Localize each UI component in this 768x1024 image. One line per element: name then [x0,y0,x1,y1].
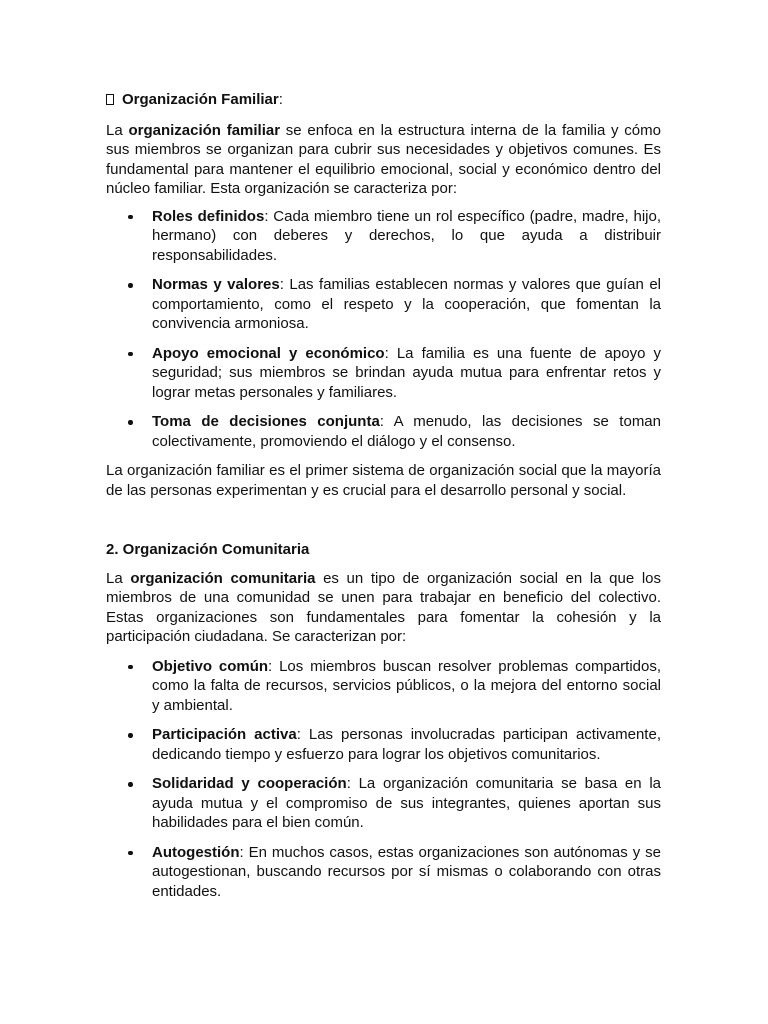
item-text: : En muchos casos, estas organizaciones son autónomas y se autogestionan, buscando recursos por sí mismas o colaborando con otras entidades. [152,843,661,900]
list-item [152,344,661,403]
list-item [152,275,661,334]
section-title: Organización Familiar [122,91,279,108]
item-text: : Las personas involucradas participan activamente, dedicando tiempo y esfuerzo para lograr los objetivos comunitarios. [152,726,661,763]
bullet-icon [128,725,134,745]
list-item [152,207,661,266]
item-term: Participación activa [152,726,297,743]
characteristics-list [106,207,661,452]
missing-glyph-icon [106,94,114,105]
section-heading-familiar [106,90,661,110]
closing-paragraph: La organización familiar es el primer sistema de organización social que la mayoría de las personas experimentan y es crucial para el desarrollo personal y social. [106,462,661,499]
heading-colon: : [278,91,283,108]
bullet-icon [128,207,134,227]
list-item [152,412,661,451]
item-text: : Las familias establecen normas y valores que guían el comportamiento, como el respeto y la cooperación, que fomentan la convivencia armoniosa. [152,276,661,332]
item-term: Roles definidos [152,207,265,225]
item-text: : A menudo, las decisiones se toman colectivamente, promoviendo el diálogo y el consenso. [152,413,661,450]
item-text: : Cada miembro tiene un rol específico (padre, madre, hijo, hermano) con deberes y derechos, lo que ayuda a distribuir responsabilidades. [152,207,661,264]
bullet-icon [128,412,134,432]
item-term: Solidaridad y cooperación [152,775,347,792]
list-item [152,657,661,716]
list-item [152,725,661,764]
item-text: : La familia es una fuente de apoyo y seguridad; sus miembros se brindan ayuda mutua para enfrentar retos y lograr metas personales y familiares. [152,344,661,401]
item-term: Apoyo emocional y económico [152,344,385,362]
intro-paragraph [106,569,661,647]
intro-pre: La [106,121,129,139]
list-item [152,843,661,902]
document-page [106,90,661,901]
item-text: : La organización comunitaria se basa en la ayuda mutua y el compromiso de sus integrantes, quienes aportan sus habilidades para el bien común. [152,775,662,831]
intro-post: se enfoca en la estructura interna de la familia y cómo sus miembros se organizan para cubrir sus necesidades y objetivos comunes. Es fundamental para mantener el equilibrio emocional, social y económico dentro del núcleo familiar. Esta organización se caracteriza por: [106,121,661,197]
bullet-icon [128,275,134,295]
item-term: Autogestión [152,843,240,861]
list-item [152,774,661,833]
bullet-icon [128,344,134,364]
item-term: Toma de decisiones conjunta [152,413,380,430]
section-title: 2. Organización Comunitaria [106,541,310,558]
intro-bold-term: organización comunitaria [130,569,316,587]
bullet-icon [128,774,134,794]
intro-paragraph [106,121,661,199]
item-term: Objetivo común [152,657,269,675]
bullet-icon [128,657,134,677]
intro-pre: La [106,569,131,587]
characteristics-list [106,657,661,902]
item-text: : Los miembros buscan resolver problemas compartidos, como la falta de recursos, servicios públicos, o la mejora del entorno social y ambiental. [152,657,662,714]
intro-post: es un tipo de organización social en la que los miembros de una comunidad se unen para trabajar en beneficio del colectivo. Estas organizaciones son fundamentales para fomentar la cohesión y la participación ciudadana. Se caracterizan por: [106,569,661,645]
bullet-icon [128,843,134,863]
section-heading-comunitaria [106,540,661,560]
item-term: Normas y valores [152,276,280,293]
intro-bold-term: organización familiar [128,121,281,139]
